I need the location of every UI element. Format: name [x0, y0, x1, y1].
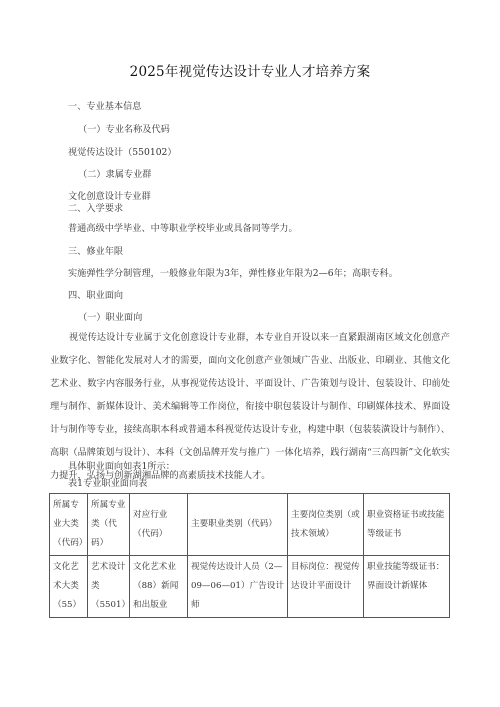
- subsection-heading-career: （一）职业面向: [78, 312, 143, 323]
- table-cell: 视觉传达设计人员（2—09—06—01）广告设计师: [188, 556, 288, 618]
- career-table: [49, 493, 450, 618]
- subsection-heading-name-code: （一）专业名称及代码: [78, 124, 170, 135]
- table-cell: 目标岗位：视觉传达设计平面设计: [288, 556, 364, 618]
- table-cell: 文化艺术业（88）新闻和出版业: [130, 556, 188, 618]
- section-heading-admission: 二、入学要求: [68, 203, 124, 214]
- table-header-cell: 主要岗位类别（或技术领域）: [288, 494, 364, 556]
- major-name-code: 视觉传达设计（550102）: [68, 147, 177, 158]
- admission-requirement: 普通高级中学毕业、中等职业学校毕业或具备同等学力。: [68, 223, 298, 234]
- table-header-cell: 所属专业大类（代码）: [50, 494, 88, 556]
- table-row: [50, 556, 450, 618]
- subsection-heading-group: （二）隶属专业群: [78, 169, 152, 180]
- career-description-paragraph: 视觉传达设计专业属于文化创意设计专业群，本专业自开设以来一直紧跟湖南区域文化创意产业数字化、智能化发展对人才的需要，面向文化创意产业领域广告业、出版业、印刷业、其他文化艺术业、数字内容服务行业，从事视觉传达设计、平面设计、广告策划与设计、包装设计、印前处理与制作、新媒体设计、美术编辑等工作岗位，衔接中职包装设计与制作、印刷媒体技术、界面设计与制作等专业，接续高职本科或普通本科视觉传达设计专业，构建中职（包装装潢设计与制作）、高职（品牌策划与设计）、本科（文创品牌开发与推广）一体化培养，践行湖南“三高四新”文化软实力提升，弘扬与创新湖湘品牌的高素质技术技能人才。: [50, 332, 450, 481]
- document-title: 2025年视觉传达设计专业人才培养方案: [129, 64, 371, 80]
- section-heading-career: 四、职业面向: [68, 290, 124, 301]
- section-heading-basic-info: 一、专业基本信息: [68, 101, 142, 112]
- table-cell: 职业技能等级证书：界面设计新媒体: [364, 556, 450, 618]
- table-cell: 艺术设计类（5501）: [88, 556, 130, 618]
- table-header-cell: 主要职业类别（代码）: [188, 494, 288, 556]
- table-cell: 文化艺术大类（55）: [50, 556, 88, 618]
- table-header-cell: 所属专业类（代码）: [88, 494, 130, 556]
- section-heading-duration: 三、修业年限: [68, 246, 124, 257]
- table-header-cell: 职业资格证书或技能等级证书: [364, 494, 450, 556]
- table-intro: 具体职业面向如表1所示：: [68, 461, 175, 472]
- table-header-cell: 对应行业（代码）: [130, 494, 188, 556]
- duration-description: 实施弹性学分制管理，一般修业年限为3年，弹性修业年限为2—6年；高职专科。: [68, 268, 398, 279]
- major-group-name: 文化创意设计专业群: [68, 191, 151, 202]
- table-header-row: [50, 494, 450, 556]
- table-caption: 表1专业职业面向表: [68, 478, 148, 489]
